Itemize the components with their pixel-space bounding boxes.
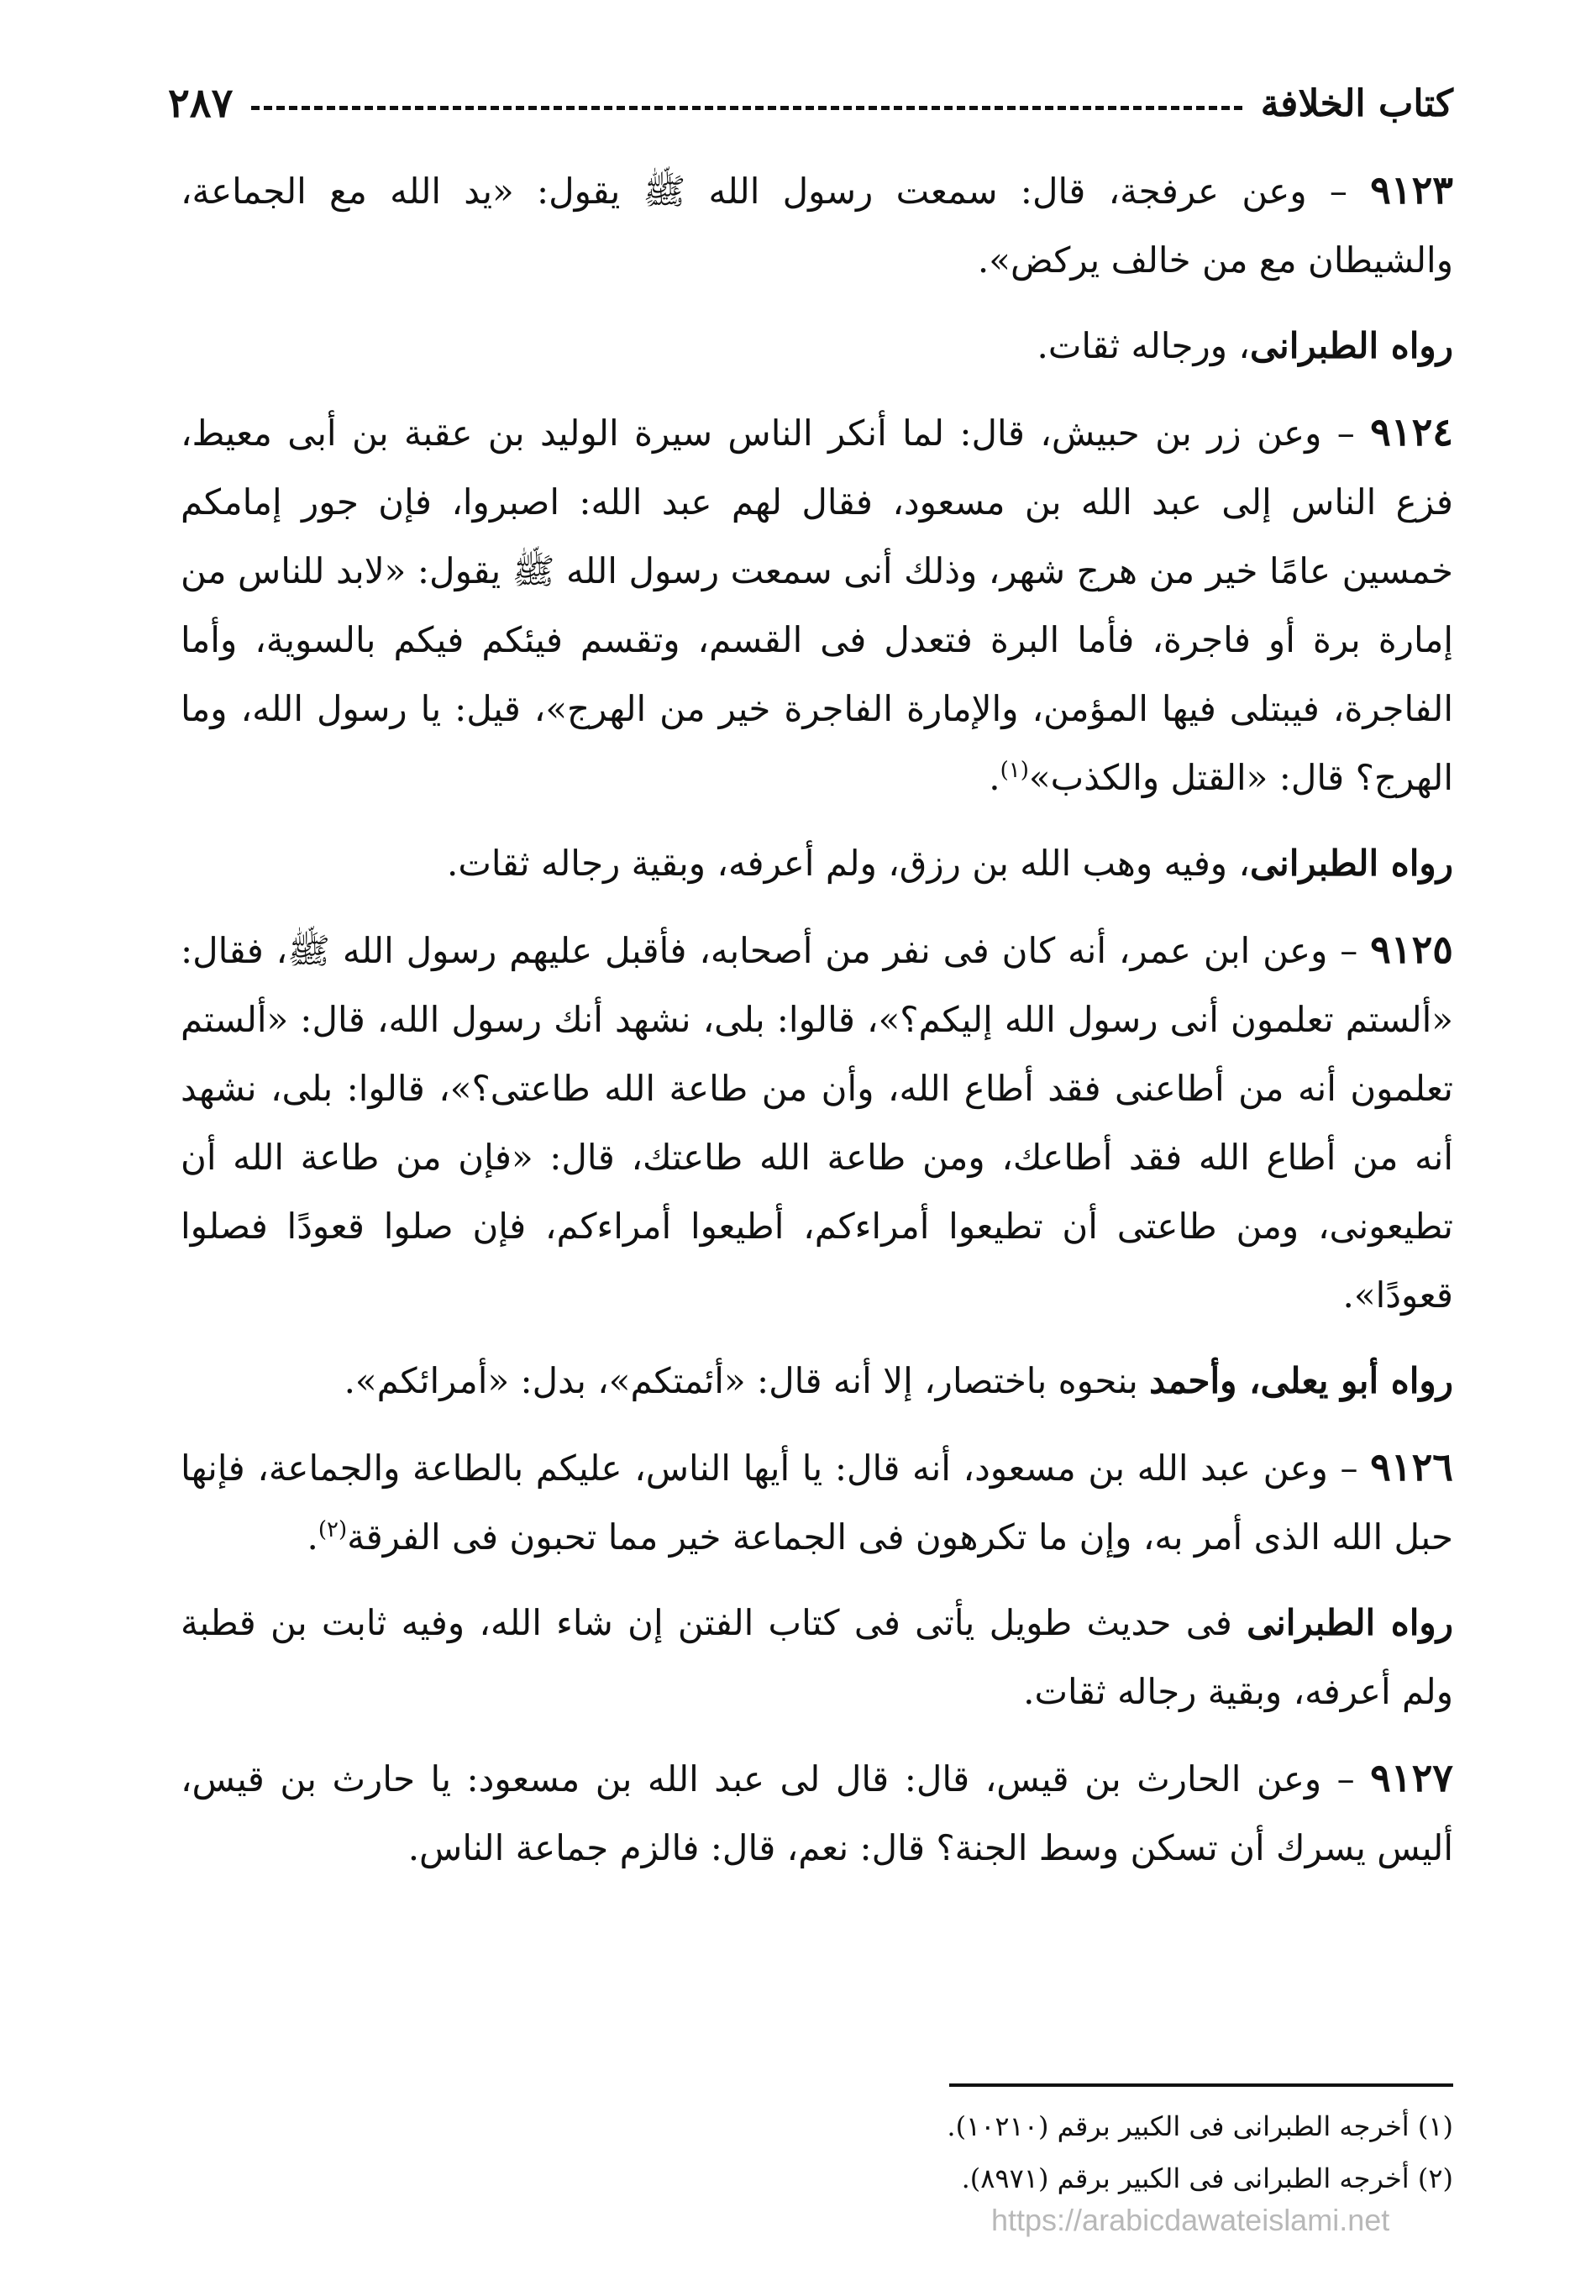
source-comment: ، ورجاله ثقات. xyxy=(1037,325,1250,366)
sentence-end: . xyxy=(989,757,1000,798)
footnote-2: (٢) أخرجه الطبرانى فى الكبير برقم (٨٩٧١). xyxy=(961,2162,1453,2194)
hadith-9123 xyxy=(181,155,1453,295)
hadith-number: ٩١٢٧ xyxy=(1370,1755,1453,1800)
header-divider xyxy=(251,106,1242,110)
hadith-9127 xyxy=(181,1743,1453,1883)
hadith-9124 xyxy=(181,397,1453,812)
hadith-number: ٩١٢٤ xyxy=(1370,409,1453,454)
hadith-text: وعن ابن عمر، أنه كان فى نفر من أصحابه، فأقبل عليهم رسول الله ﷺ، فقال: «ألستم تعلمون أنى رسول الله إليكم؟»، قالوا: بلى، نشهد أنك رسول الله، قال: «ألستم تعلمون أنه من أطاعنى فقد أطاع الله، وأن من طاعة الله طاعتى؟»، قالوا: بلى، نشهد أنه من أطاع الله فقد أطاعك، ومن طاعة الله طاعتك، قال: «فإن من طاعة الله أن تطيعونى، ومن طاعتى أن تطيعوا أمراءكم، أطيعوا أمراءكم، فإن صلوا قعودًا فصلوا قعودًا». xyxy=(181,930,1453,1316)
source-name: رواه الطبرانى xyxy=(1250,843,1453,884)
hadith-number: ٩١٢٦ xyxy=(1370,1444,1453,1490)
hadith-9125 xyxy=(181,915,1453,1330)
source-comment: فى حديث طويل يأتى فى كتاب الفتن إن شاء الله، وفيه ثابت بن قطبة ولم أعرفه، وبقية رجاله ثقات. xyxy=(181,1602,1453,1712)
page-header xyxy=(168,74,1453,133)
source-note xyxy=(181,829,1453,898)
hadith-number: ٩١٢٣ xyxy=(1370,167,1453,213)
source-name: رواه أبو يعلى، وأحمد xyxy=(1149,1360,1453,1401)
hadith-number: ٩١٢٥ xyxy=(1370,927,1453,972)
book-title: كتاب الخلافة xyxy=(1260,81,1453,125)
hadith-dash: – xyxy=(1321,412,1371,454)
hadith-text: وعن عبد الله بن مسعود، أنه قال: يا أيها الناس، عليكم بالطاعة والجماعة، فإنها حبل الله الذى أمر به، وإن ما تكرهون فى الجماعة خير مما تحبون فى الفرقة xyxy=(181,1447,1453,1558)
main-text xyxy=(181,155,1453,1899)
hadith-dash: – xyxy=(1321,1758,1371,1799)
hadith-dash: – xyxy=(1306,171,1371,212)
source-note xyxy=(181,312,1453,381)
source-note xyxy=(181,1347,1453,1416)
hadith-text: وعن زر بن حبيش، قال: لما أنكر الناس سيرة الوليد بن عقبة بن أبى معيط، فزع الناس إلى عبد الله بن مسعود، فقال لهم عبد الله: اصبروا، فإن جور إمامكم خمسين عامًا خير من هرج شهر، وذلك أنى سمعت رسول الله ﷺ يقول: «لابد للناس من إمارة برة أو فاجرة، فأما البرة فتعدل فى القسم، وتقسم فيئكم فيكم بالسوية، وأما الفاجرة، فيبتلى فيها المؤمن، والإمارة الفاجرة خير من الهرج»، قيل: يا رسول الله، وما الهرج؟ قال: «القتل والكذب» xyxy=(181,412,1453,798)
source-name: رواه الطبرانى xyxy=(1247,1602,1453,1643)
footnote-1: (١) أخرجه الطبرانى فى الكبير برقم (١٠٢١٠). xyxy=(947,2110,1453,2142)
footnotes xyxy=(181,2100,1453,2204)
footnote-ref: (٢) xyxy=(318,1517,348,1542)
footnote-ref: (١) xyxy=(1000,758,1029,783)
hadith-text: وعن عرفجة، قال: سمعت رسول الله ﷺ يقول: «يد الله مع الجماعة، والشيطان مع من خالف يركض». xyxy=(181,171,1453,281)
hadith-dash: – xyxy=(1327,930,1371,971)
watermark-url: https://arabicdawateislami.net xyxy=(991,2203,1390,2237)
hadith-text: وعن الحارث بن قيس، قال: قال لى عبد الله بن مسعود: يا حارث بن قيس، أليس يسرك أن تسكن وسط الجنة؟ قال: نعم، قال: فالزم جماعة الناس. xyxy=(181,1758,1453,1868)
source-name: رواه الطبرانى xyxy=(1250,325,1453,366)
hadith-9126 xyxy=(181,1432,1453,1572)
source-comment: ، وفيه وهب الله بن رزق، ولم أعرفه، وبقية رجاله ثقات. xyxy=(446,843,1250,884)
hadith-dash: – xyxy=(1327,1447,1371,1489)
source-comment: بنحوه باختصار، إلا أنه قال: «أئمتكم»، بدل: «أمرائكم». xyxy=(344,1360,1150,1401)
sentence-end: . xyxy=(307,1516,318,1558)
source-note xyxy=(181,1589,1453,1726)
page-number: ٢٨٧ xyxy=(168,80,234,127)
footnote-divider xyxy=(949,2083,1453,2087)
